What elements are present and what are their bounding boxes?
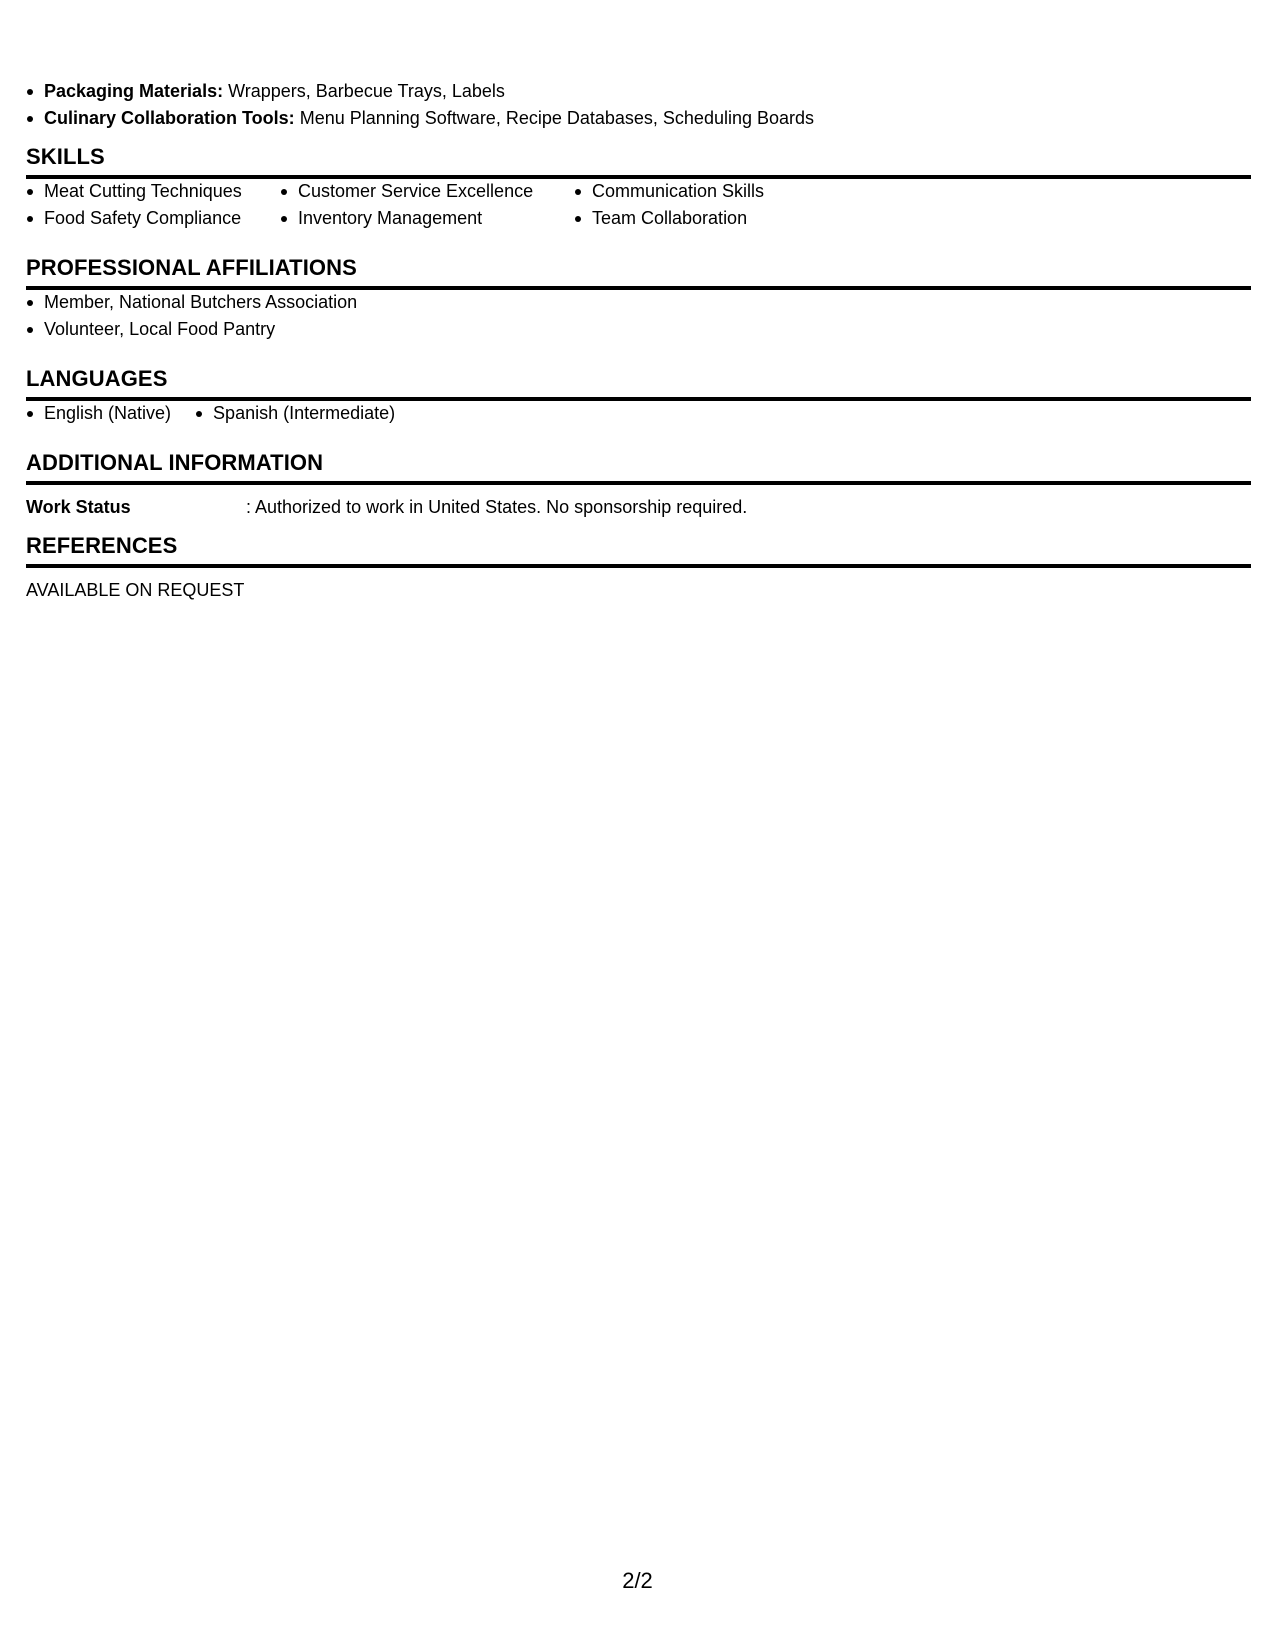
list-item: Communication Skills [574,178,794,205]
work-status-row [26,494,747,521]
tool-value: Wrappers, Barbecue Trays, Labels [228,81,505,101]
skills-list [26,178,818,232]
additional-info-heading: ADDITIONAL INFORMATION [26,449,1251,485]
work-status-value: : Authorized to work in United States. No sponsorship required. [246,497,748,517]
list-item [26,105,814,132]
skills-column [26,178,256,232]
languages-list [26,400,419,427]
skills-column [280,178,550,232]
work-status-label: Work Status [26,497,131,517]
list-item: Volunteer, Local Food Pantry [26,316,357,343]
skills-heading: SKILLS [26,143,1251,179]
list-item: Member, National Butchers Association [26,289,357,316]
list-item [26,78,814,105]
tool-label: Packaging Materials: [44,81,224,101]
list-item: English (Native) [26,400,171,427]
tool-label: Culinary Collaboration Tools: [44,108,295,128]
tool-value: Menu Planning Software, Recipe Databases, Scheduling Boards [299,108,815,128]
references-heading: REFERENCES [26,532,1251,568]
languages-heading: LANGUAGES [26,365,1251,401]
tools-list [26,78,814,132]
list-item: Inventory Management [280,205,550,232]
list-item: Customer Service Excellence [280,178,550,205]
references-text: AVAILABLE ON REQUEST [26,580,245,600]
page-number: 2/2 [622,1568,653,1593]
list-item: Team Collaboration [574,205,794,232]
affiliations-list [26,289,357,343]
list-item: Food Safety Compliance [26,205,256,232]
affiliations-heading: PROFESSIONAL AFFILIATIONS [26,254,1251,290]
list-item: Meat Cutting Techniques [26,178,256,205]
list-item: Spanish (Intermediate) [195,400,395,427]
skills-column [574,178,794,232]
